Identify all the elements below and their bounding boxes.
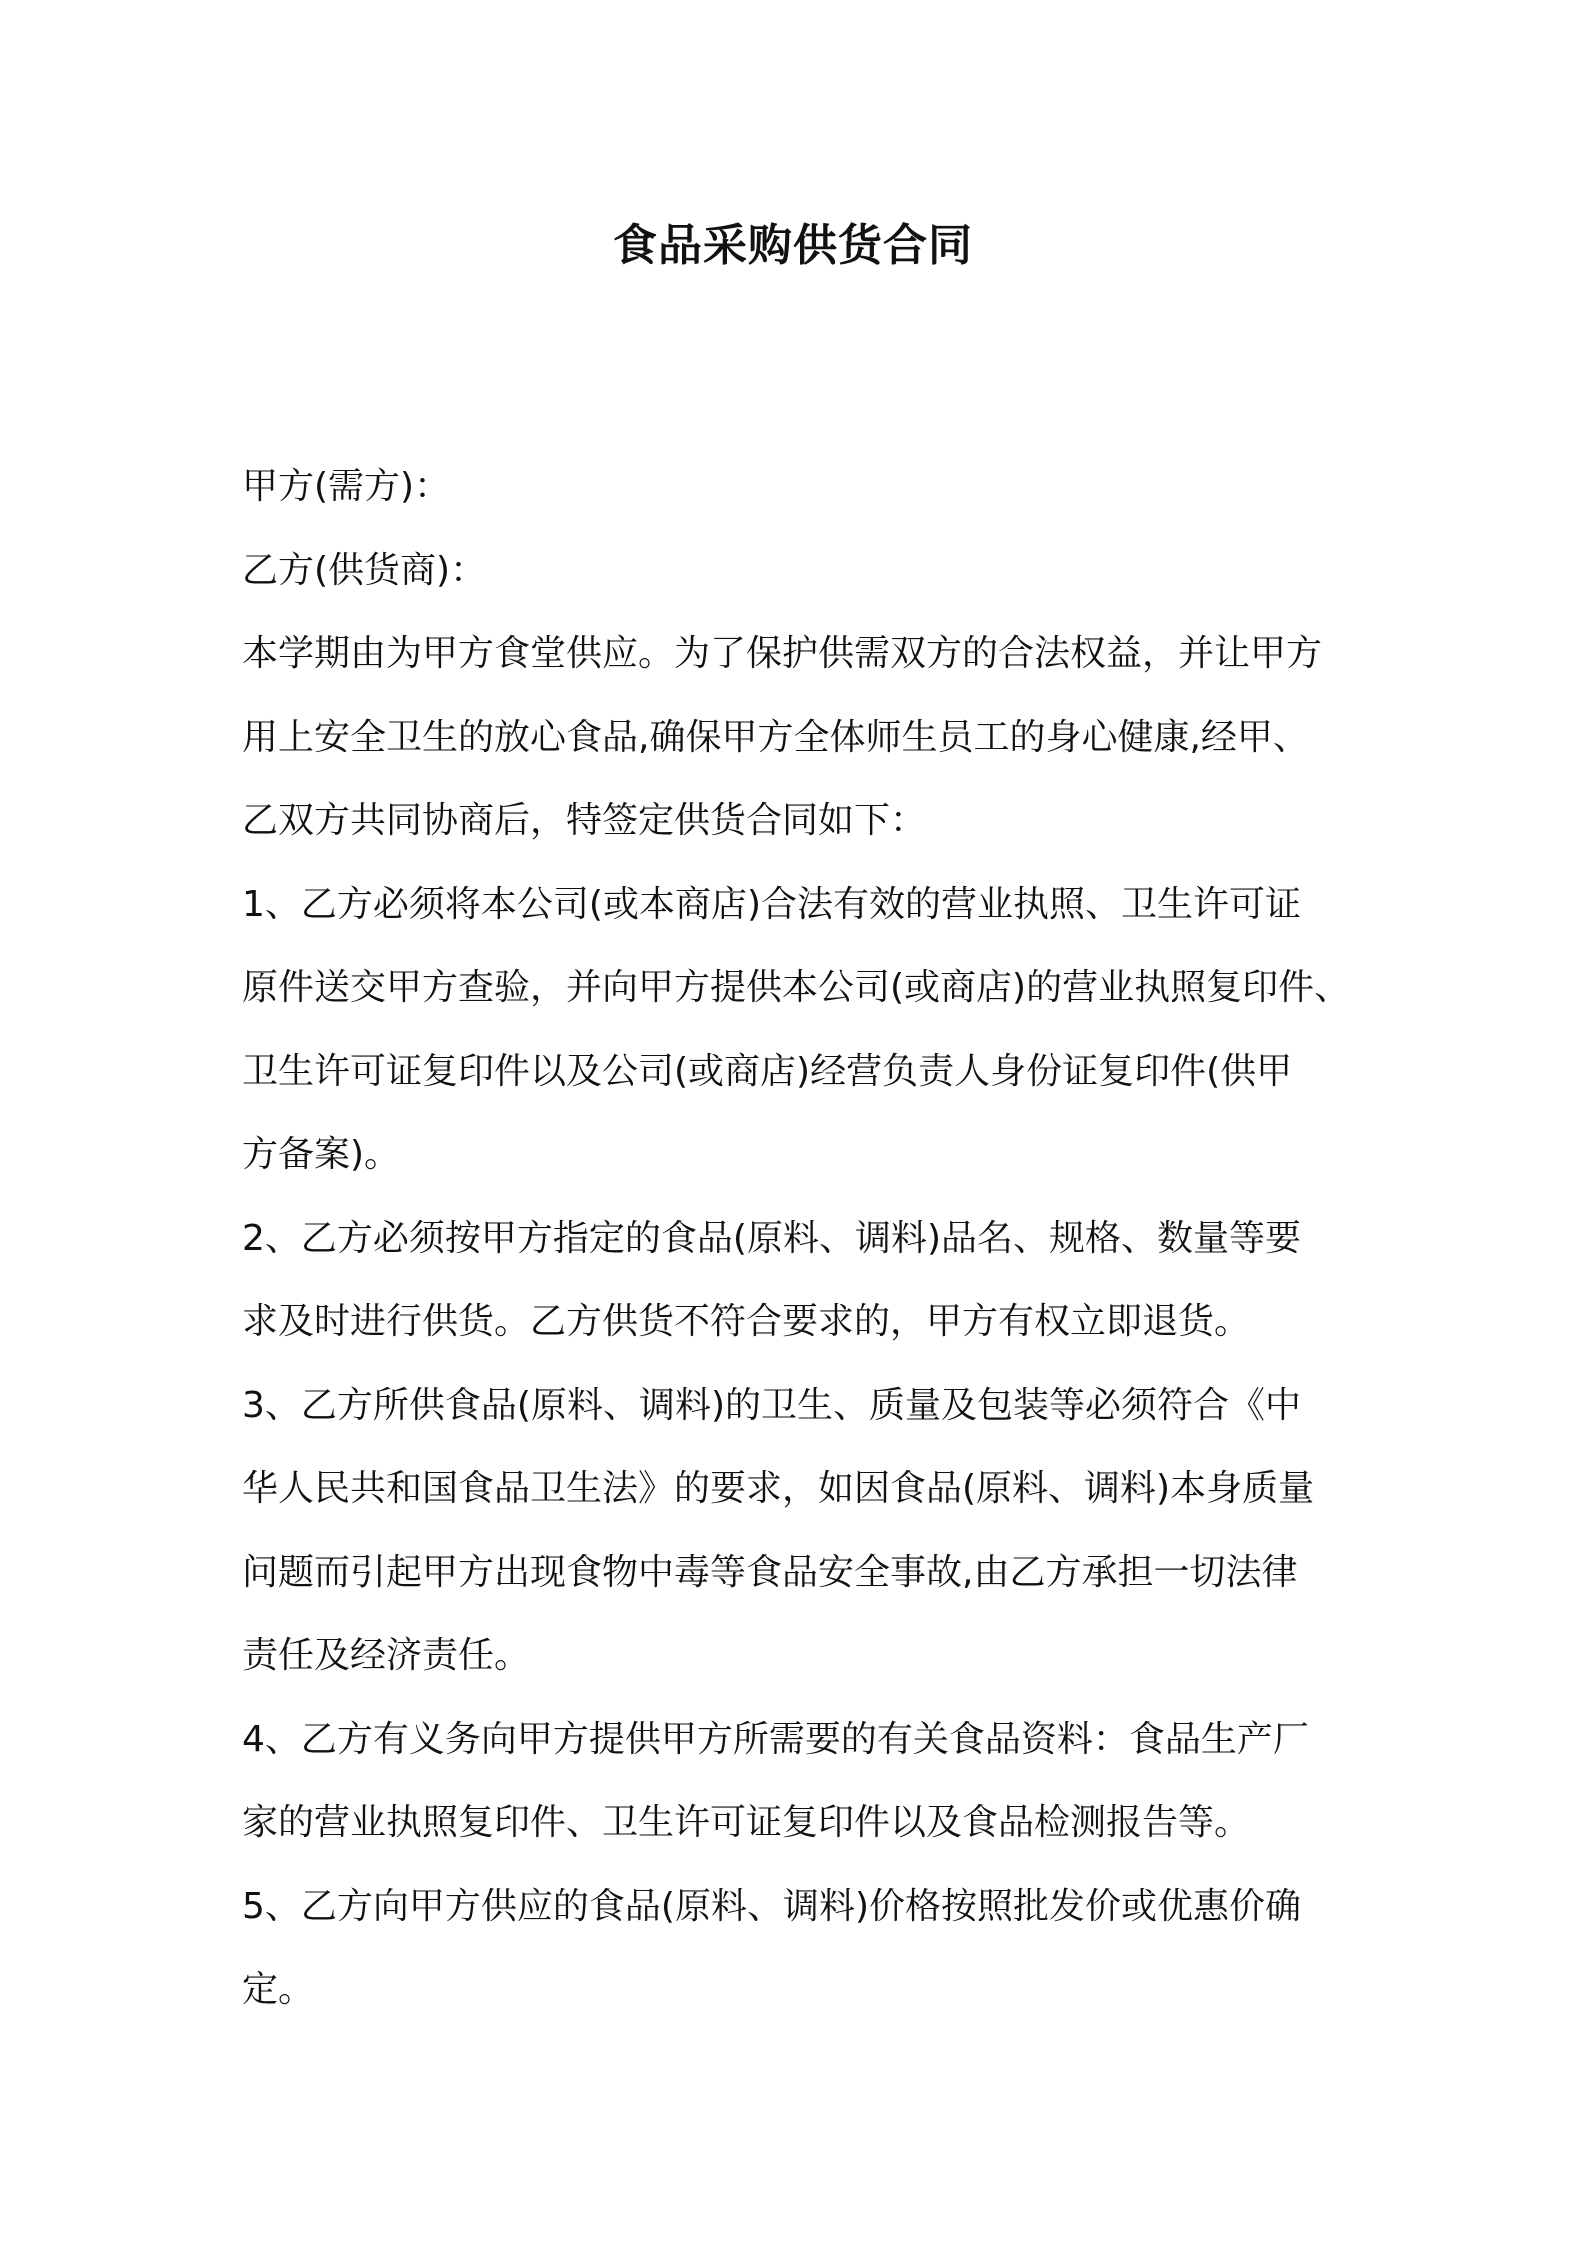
document-body [242,445,1372,2032]
document-title: 食品采购供货合同 [613,220,973,271]
clause-1-line-1: 1、乙方必须将本公司(或本商店)合法有效的营业执照、卫生许可证 [242,883,1301,925]
clause-3-line-3: 问题而引起甲方出现食物中毒等食品安全事故,由乙方承担一切法律 [242,1551,1298,1593]
clause-1-line-3: 卫生许可证复印件以及公司(或商店)经营负责人身份证复印件(供甲 [242,1050,1293,1092]
clause-4-line-2: 家的营业执照复印件、卫生许可证复印件以及食品检测报告等。 [242,1802,1251,1843]
preamble-line-1: 本学期由为甲方食堂供应。为了保护供需双方的合法权益，并让甲方 [242,633,1323,674]
clause-1-line-4: 方备案)。 [242,1134,401,1175]
clause-2-line-1: 2、乙方必须按甲方指定的食品(原料、调料)品名、规格、数量等要 [242,1217,1301,1259]
clause-5-line-2: 定。 [242,1969,315,2010]
party-a-line: 甲方(需方)： [242,466,451,507]
clause-3-line-2: 华人民共和国食品卫生法》的要求，如因食品(原料、调料)本身质量 [242,1468,1315,1509]
clause-2-line-2: 求及时进行供货。乙方供货不符合要求的，甲方有权立即退货。 [242,1301,1251,1342]
clause-3-line-1: 3、乙方所供食品(原料、调料)的卫生、质量及包装等必须符合《中 [242,1384,1301,1426]
clause-5-line-1: 5、乙方向甲方供应的食品(原料、调料)价格按照批发价或优惠价确 [242,1885,1301,1927]
preamble-line-3: 乙双方共同协商后，特签定供货合同如下： [242,800,927,841]
clause-4-line-1: 4、乙方有义务向甲方提供甲方所需要的有关食品资料：食品生产厂 [242,1718,1309,1760]
preamble-line-2: 用上安全卫生的放心食品,确保甲方全体师生员工的身心健康,经甲、 [242,716,1309,758]
clause-1-line-2: 原件送交甲方查验，并向甲方提供本公司(或商店)的营业执照复印件、 [242,967,1351,1008]
clause-3-line-4: 责任及经济责任。 [242,1635,531,1676]
party-b-line: 乙方(供货商)： [242,549,487,591]
